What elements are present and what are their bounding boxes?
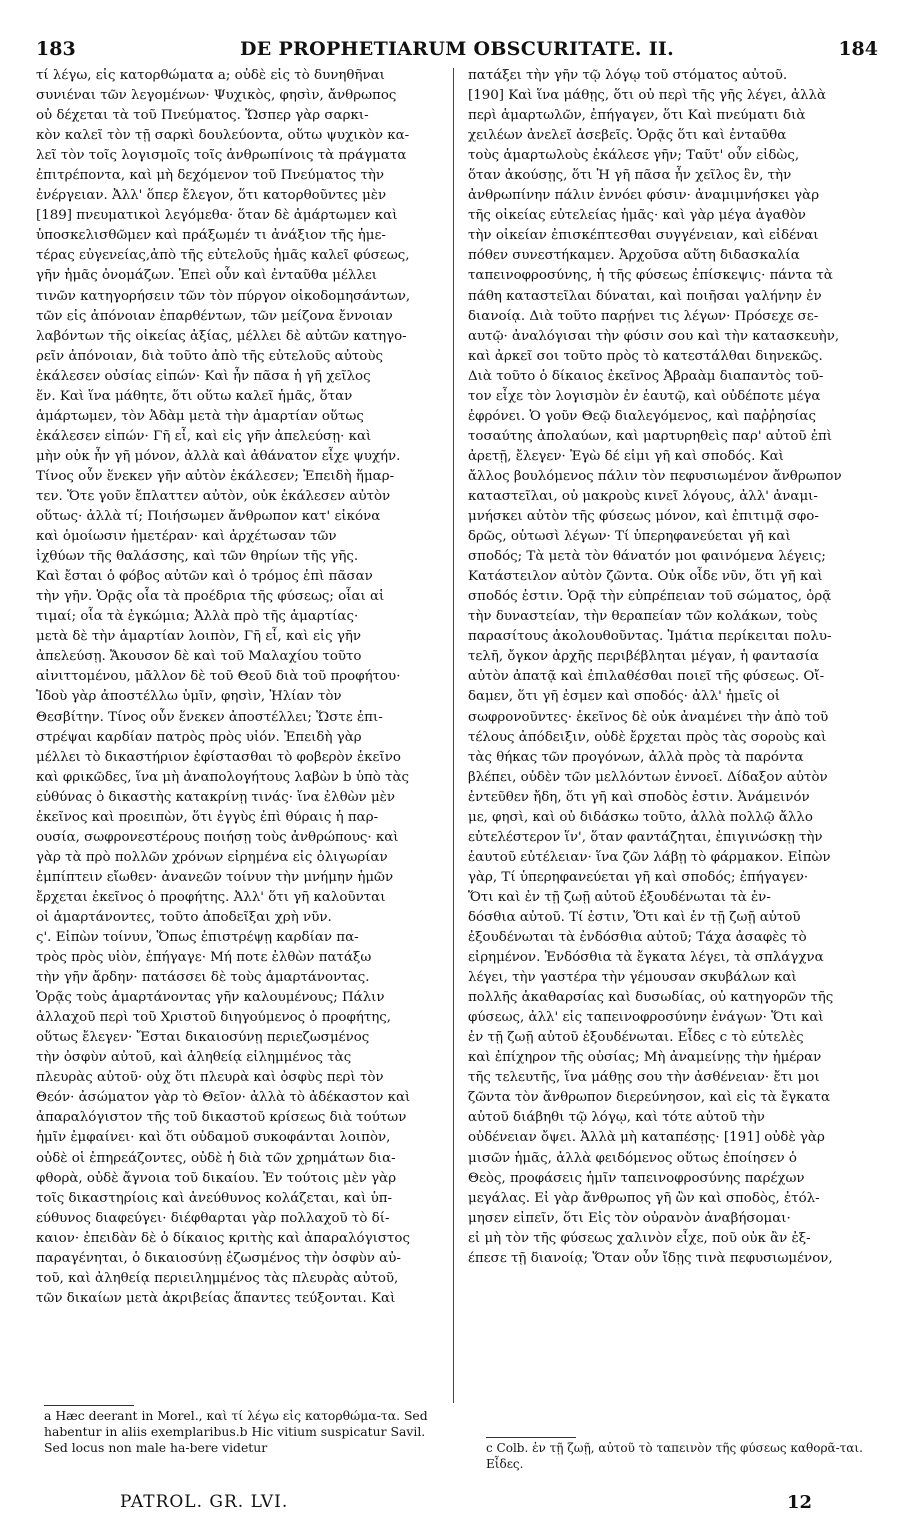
text-line: οὕτως· ἀλλὰ τί; Ποιήσωμεν ἄνθρωπον κατ' εἰκόνα [36, 509, 381, 525]
text-line: τέλους ἀπόδειξιν, οὐδὲ ἔρχεται πρὸς τὰς σοροὺς καὶ [468, 729, 827, 745]
left-column [36, 66, 446, 1309]
text-line: ἐκεῖνος καὶ προειπὼν, ὅτι ἐγγὺς ἐπὶ θύραις ἡ παρ- [36, 809, 379, 825]
footnote-line: b Hic vitium suspicatur Savil. Sed locus non male ha- [44, 1424, 426, 1455]
footnote-rule-left [44, 1405, 134, 1406]
text-line: ὑποσκελισθῶμεν καὶ πράξωμέν τι ἀνάξιον τῆς ἡμε- [36, 228, 386, 244]
text-line: χειλέων ἀνελεῖ ἀσεβεῖς. Ὁρᾷς ὅτι καὶ ἐνταῦθα [468, 128, 787, 144]
text-line: γὰρ, Τί ὑπερηφανεύεται γῆ καὶ σποδός; ἐπήγαγεν· [468, 869, 809, 885]
text-line: τον εἶχε τὸν λογισμὸν ἐν ἑαυτῷ, καὶ οὐδέποτε μέγα [468, 388, 821, 404]
text-line: πλευρὰς αὐτοῦ· οὐχ ὅτι πλευρὰ καὶ ὀσφὺς περὶ τὸν [36, 1070, 384, 1086]
text-line: πόθεν συνεστήκαμεν. Ἀρχοῦσα αὕτη διδασκαλία [468, 248, 800, 264]
text-line: [190] Καὶ ἵνα μάθῃς, ὅτι οὐ περὶ τῆς γῆς λέγει, ἀλλὰ [468, 88, 827, 104]
text-line: καὶ φρικῶδες, ἵνα μὴ ἀναπολογήτους λαβὼν b ὑπὸ τὰς [36, 769, 410, 785]
text-line: μεγάλας. Εἰ γὰρ ἄνθρωπος γῆ ὢν καὶ σποδὸς, ἐτόλ- [468, 1190, 820, 1206]
footnote-rule-right [486, 1437, 576, 1438]
text-line: τῆς τελευτῆς, ἵνα μάθῃς σου τὴν ἀσθένειαν· ἔτι μοι [468, 1070, 820, 1086]
text-line: τέρας εὐγενείας,ἀπὸ τῆς εὐτελοῦς ἡμᾶς καλεῖ φύσεως, [36, 248, 410, 264]
text-line: λεῖ τὸν τοῖς λογισμοῖς τοῖς ἀνθρωπίνοις τὰ πράγματα [36, 148, 407, 164]
text-line: Θεσβίτην. Τίνος οὖν ἕνεκεν ἀποστέλλει; Ὥστε ἐπι- [36, 709, 383, 725]
text-line: τοῖς δικαστηρίοις καὶ ἀνεύθυνος κολάζεται, καὶ ὑπ- [36, 1190, 393, 1206]
text-line: ἐκάλεσεν εἰπών· Γῆ εἶ, καὶ εἰς γῆν ἀπελεύσῃ· καὶ [36, 428, 372, 444]
text-line: ταπεινοφροσύνης, ἡ τῆς φύσεως ἐπίσκεψις· πάντα τὰ [468, 268, 833, 284]
text-line: τὴν γῆν. Ὁρᾷς οἷα τὰ προέδρια τῆς φύσεως; οἷαι αἱ [36, 589, 385, 605]
text-line: δαμεν, ὅτι γῆ ἐσμεν καὶ σποδός· ἀλλ' ἡμεῖς οἱ [468, 689, 781, 705]
text-line: ἀλλαχοῦ περὶ τοῦ Χριστοῦ διηγούμενος ὁ προφήτης, [36, 1010, 392, 1026]
text-line: οἱ ἁμαρτάνοντες, τοῦτο ἀποδεῖξαι χρὴ νῦν. [36, 909, 332, 925]
text-line: βλέπει, οὐδὲν τῶν μελλόντων ἐννοεῖ. Δίδαξον αὐτὸν [468, 769, 828, 785]
text-line: ἐφρόνει. Ὁ γοῦν Θεῷ διαλεγόμενος, καὶ παῤῥησίας [468, 408, 816, 424]
text-line: ἡμῖν ἐμφαίνει· καὶ ὅτι οὐδαμοῦ συκοφάνται λοιπὸν, [36, 1130, 391, 1146]
text-line: ἰχθύων τῆς θαλάσσης, καὶ τῶν θηρίων τῆς γῆς. [36, 549, 359, 565]
text-line: γῆν ἡμᾶς ὀνομάζων. Ἐπεὶ οὖν καὶ ἐνταῦθα μέλλει [36, 268, 378, 284]
text-line: με, φησὶ, καὶ οὐ διδάσκω τοῦτο, ἀλλὰ πολλῷ ἄλλο [468, 809, 813, 825]
text-line: σωφρονοῦντες· ἐκεῖνος δὲ οὐκ ἀναμένει τὴν ἀπὸ τοῦ [468, 709, 829, 725]
text-line: περὶ ἁμαρτωλῶν, ἐπήγαγεν, ὅτι Καὶ πνεύματι διὰ [468, 108, 806, 124]
text-line: τῶν εἰς ἀπόνοιαν ἐπαρθέντων, τῶν μείζονα ἔννοιαν [36, 308, 393, 324]
text-line: δρῶς, οὑτωσὶ λέγων· Τί ὑπερηφανεύεται γῆ καὶ [468, 529, 791, 545]
text-line: οὐδένειαν ὄψει. Ἀλλὰ μὴ καταπέσῃς· [191] οὐδὲ γὰρ [468, 1130, 825, 1146]
text-line: σποδός; Τὰ μετὰ τὸν θάνατόν μοι φαινόμενα λέγεις; [468, 549, 826, 565]
text-line: ἑαυτοῦ εὐτέλειαν· ἵνα ζῶν λάβῃ τὸ φάρμακον. Εἰπὼν [468, 849, 831, 865]
text-line: τὴν ὀσφὺν αὐτοῦ, καὶ ἀληθείᾳ εἱλημμένος τὰς [36, 1050, 352, 1066]
text-line: μησεν εἰπεῖν, ὅτι Εἰς τὸν οὐρανὸν ἀναβήσομαι· [468, 1210, 791, 1226]
text-line: μισῶν ἡμᾶς, ἀλλὰ φειδόμενος οὕτως ἐποίησεν ὁ [468, 1150, 797, 1166]
text-line: ἀρετῇ, ἔλεγεν· Ἐγὼ δέ εἰμι γῆ καὶ σποδός. Καὶ [468, 448, 784, 464]
signature-mark: PATROL. GR. LVI. [120, 1492, 289, 1512]
text-line: Διὰ τοῦτο ὁ δίκαιος ἐκεῖνος Ἀβραὰμ διαπαντὸς τοῦ- [468, 368, 824, 384]
text-line: διανοίᾳ. Διὰ τοῦτο παρῄνει τις λέγων· Πρόσεχε σε- [468, 308, 819, 324]
text-line: αὐτὸν ἀπατᾷ καὶ ἐπιλαθέσθαι ποιεῖ τῆς φύσεως. Οἴ- [468, 669, 825, 685]
text-line: μέλλει τὸ δικαστήριον ἐφίστασθαι τὸ φοβερὸν ἐκεῖνο [36, 749, 401, 765]
text-line: οὐδὲ οἱ ἐπηρεάζοντες, οὐδὲ ἡ διὰ τῶν χρημάτων δια- [36, 1150, 396, 1166]
text-line: Ἰδοὺ γὰρ ἀποστέλλω ὑμῖν, φησὶν, Ἠλίαν τὸν [36, 689, 342, 705]
text-line: τῶν δικαίων μετὰ ἀκριβείας ἅπαντες τεύξονται. Καὶ [36, 1290, 396, 1306]
sheet-number: 12 [787, 1492, 813, 1513]
text-line: καὶ ἐπίχηρον τῆς οὐσίας; Μὴ ἀναμείνῃς τὴν ἡμέραν [468, 1050, 822, 1066]
text-line: [189] πνευματικοὶ λεγόμεθα· ὅταν δὲ ἁμάρτωμεν καὶ [36, 208, 398, 224]
text-line: ὅταν ἀκούσῃς, ὅτι Ἡ γῆ πᾶσα ἦν χεῖλος ἓν, τὴν [468, 168, 792, 184]
text-line: εἰ μὴ τὸν τῆς φύσεως χαλινὸν εἶχε, ποῦ οὐκ ἂν ἐξ- [468, 1230, 811, 1246]
text-line: Ὅτι καὶ ἐν τῇ ζωῇ αὐτοῦ ἐξουδένωται τὰ ἐν- [468, 889, 771, 905]
text-line: τινῶν κατηγορήσειν τῶν τὸν πύργον οἰκοδομησάντων, [36, 288, 411, 304]
text-line: τὴν δυναστείαν, τὴν θεραπείαν τῶν κολάκων, τοὺς [468, 609, 818, 625]
text-line: ἐκάλεσεν οὐσίας εἰπών· Καὶ ἦν πᾶσα ἡ γῆ χεῖλος [36, 368, 371, 384]
text-line: ἐν τῇ ζωῇ αὐτοῦ ἐξουδένωται. Εἶδες c τὸ εὐτελὲς [468, 1030, 804, 1046]
text-line: σποδός ἐστιν. Ὁρᾷ τὴν εὐπρέπειαν τοῦ σώματος, ὁρᾷ [468, 589, 832, 605]
page-number-right: 184 [838, 38, 878, 60]
text-line: αἰνιττομένου, μᾶλλον δὲ τοῦ Θεοῦ διὰ τοῦ προφήτου· [36, 669, 401, 685]
text-line: τρὸς πρὸς υἱὸν, ἐπήγαγε· Μή ποτε ἐλθὼν πατάξω [36, 950, 372, 966]
text-line: λέγει, τὴν γαστέρα τὴν γέμουσαν σκυβάλων καὶ [468, 970, 797, 986]
text-line: οὕτως ἔλεγεν· Ἔσται δικαιοσύνῃ περιεζωσμένος [36, 1030, 370, 1046]
text-line: φθορὰ, οὐδὲ ἄγνοια τοῦ δικαίου. Ἐν τούτοις μὲν γὰρ [36, 1170, 397, 1186]
footnote-line: c Colb. ἐν τῇ ζωῇ, αὐτοῦ τὸ ταπεινὸν τῆς φύσεως καθορᾶ- [486, 1441, 840, 1455]
text-line: φύσεως, ἀλλ' εἰς ταπεινοφροσύνην ἐνάγων· Ὅτι καὶ [468, 1010, 824, 1026]
page-header [36, 38, 878, 62]
text-line: ἐμπίπτειν εἴωθεν· ἀνανεῶν τοίνυν τὴν μνήμην ἡμῶν [36, 869, 394, 885]
text-line: παραγένηται, ὁ δικαιοσύνῃ ἐζωσμένος τὴν ὀσφὺν αὐ- [36, 1250, 401, 1266]
text-line: λαβόντων τῆς οἰκείας ἀξίας, μέλλει δὲ αὐτῶν κατηγο- [36, 328, 407, 344]
text-line: ἐξουδένωται τὰ ἐνδόσθια αὐτοῦ; Τάχα ἀσαφὲς τὸ [468, 930, 807, 946]
text-line: ἀπαραλόγιστον τῆς τοῦ δικαστοῦ κρίσεως διὰ τούτων [36, 1110, 407, 1126]
text-line: ς'. Εἰπὼν τοίνυν, Ὅπως ἐπιστρέψῃ καρδίαν πα- [36, 930, 359, 946]
text-line: ἕν. Καὶ ἵνα μάθητε, ὅτι οὕτω καλεῖ ἡμᾶς, ὅταν [36, 388, 353, 404]
text-line: γὰρ τὰ πρὸ πολλῶν χρόνων εἰρημένα εἰς ὀλιγωρίαν [36, 849, 388, 865]
footnotes-right [486, 1440, 876, 1472]
text-line: τοσαύτης ἀπολαύων, καὶ μαρτυρηθεὶς παρ' αὐτοῦ ἐπὶ [468, 428, 833, 444]
text-line: Τίνος οὖν ἕνεκεν γῆν αὐτὸν ἐκάλεσεν; Ἐπειδὴ ἥμαρ- [36, 468, 395, 484]
running-title: DE PROPHETIARUM OBSCURITATE. II. [239, 38, 675, 60]
footnote-line: bere videtur [189, 1440, 268, 1455]
text-line: εύθυνος διαφεύγει· διέφθαρται γὰρ πολλαχοῦ τὸ δί- [36, 1210, 390, 1226]
text-line: τεν. Ὅτε γοῦν ἔπλαττεν αὐτὸν, οὐκ ἐκάλεσεν αὐτὸν [36, 488, 391, 504]
text-line: καταστεῖλαι, οὐ μακροὺς κινεῖ λόγους, ἀλλ' ἀναμι- [468, 488, 818, 504]
text-line: εὐτελέστερον ἵν', ὅταν φαντάζηται, ἐπιγινώσκῃ τὴν [468, 829, 823, 845]
text-line: καὶ ὁμοίωσιν ἡμετέραν· καὶ ἀρχέτωσαν τῶν [36, 529, 337, 545]
footnote-line: ται. Εἶδες. [486, 1441, 863, 1471]
text-line: μὴν οὐκ ἦν γῆ μόνον, ἀλλὰ καὶ ἀθάνατον εἶχε ψυχήν. [36, 448, 401, 464]
text-line: Καὶ ἔσται ὁ φόβος αὐτῶν καὶ ὁ τρόμος ἐπὶ πᾶσαν [36, 569, 373, 585]
text-line: μνήσκει αὐτὸν τῆς φύσεως μόνον, καὶ ἐπιτιμᾷ σφο- [468, 509, 819, 525]
text-line: τί λέγω, εἰς κατορθώματα a; οὐδὲ εἰς τὸ δυνηθῆναι [36, 68, 385, 83]
text-line: εἰρημένον. Ἐνδόσθια τὰ ἔγκατα λέγει, τὰ σπλάγχνα [468, 950, 824, 966]
text-line: τὰς θήκας τῶν προγόνων, ἀλλὰ πρὸς τὰ παρόντα [468, 749, 804, 765]
text-line: ἀνθρωπίνην πάλιν ἐννόει φύσιν· ἀναμιμνήσκει γὰρ [468, 188, 820, 204]
right-column [468, 66, 878, 1269]
text-line: αὐτοῦ διάβηθι τῷ λόγῳ, καὶ τότε αὐτοῦ τὴν [468, 1110, 765, 1126]
text-line: τῆς οἰκείας εὐτελείας ἡμᾶς· καὶ γὰρ μέγα ἀγαθὸν [468, 208, 806, 224]
text-line: τελῆ, ὄγκον ἀρχῆς περιβέβληται μέγαν, ἡ φαντασία [468, 649, 819, 665]
footnote-line: τα. Sed habentur in aliis exemplaribus. [44, 1408, 428, 1439]
text-line: τὴν οἰκείαν ἐπισκέπτεσθαι συγγένειαν, καὶ εἰδέναι [468, 228, 819, 244]
text-line: ἔρχεται ἐκεῖνος ὁ προφήτης. Ἀλλ' ὅτι γῆ καλοῦνται [36, 889, 386, 905]
text-line: ρεῖν ἀπόνοιαν, διὰ τοῦτο ἀπὸ τῆς εὐτελοῦς αὐτοὺς [36, 348, 383, 364]
text-line: εὐθύνας ὁ δικαστὴς κατακρίνῃ τινάς· ἵνα ἐλθὼν μὲν [36, 789, 395, 805]
footnote-line: a Hæc deerant in Morel., καὶ τί λέγω εἰς κατορθώμα- [44, 1408, 381, 1423]
text-line: αυτῷ· ἀναλόγισαι τὴν φύσιν σου καὶ τὴν κατασκευὴν, [468, 328, 840, 344]
text-line: ἐπιτρέποντα, καὶ μὴ δεχόμενον τοῦ Πνεύματος τὴν [36, 168, 385, 184]
column-divider [453, 68, 454, 1403]
text-line: δόσθια αὐτοῦ. Τί ἐστιν, Ὅτι καὶ ἐν τῇ ζωῇ αὐτοῦ [468, 909, 801, 925]
text-line: τὴν γῆν ἄρδην· πατάσσει δὲ τοὺς ἁμαρτάνοντας. [36, 970, 370, 986]
text-line: ουσία, σωφρονεστέρους ποιήσῃ τοὺς ἀνθρώπους· καὶ [36, 829, 399, 845]
page-number-left: 183 [36, 38, 76, 60]
text-line: ἄλλος βουλόμενος πάλιν τὸν πεφυσιωμένον ἄνθρωπον [468, 468, 842, 484]
text-line: ἐνέργειαν. Ἀλλ' ὅπερ ἔλεγον, ὅτι κατορθοῦντες μὲν [36, 188, 387, 204]
text-line: πάθη καταστεῖλαι δύναται, καὶ ποιῆσαι γαλήνην ἐν [468, 288, 822, 304]
text-line: παρασίτους ἀκολουθοῦντας. Ἱμάτια περίκειται πολυ- [468, 629, 832, 645]
text-line: συνιέναι τῶν λεγομένων· Ψυχικὸς, φησὶν, ἄνθρωπος [36, 88, 397, 104]
text-line: κὸν καλεῖ τὸν τῇ σαρκὶ δουλεύοντα, οὕτω ψυχικὸν κα- [36, 128, 410, 144]
text-line: τοῦ, καὶ ἀληθείᾳ περιειλημμένος τὰς πλευρὰς αὐτοῦ, [36, 1270, 399, 1286]
text-line: τοὺς ἁμαρτωλοὺς ἐκάλεσε γῆν; Ταῦτ' οὖν εἰδὼς, [468, 148, 800, 164]
text-line: τιμαί; οἷα τὰ ἐγκώμια; Ἀλλὰ πρὸ τῆς ἁμαρτίας· [36, 609, 359, 625]
text-line: πατάξει τὴν γῆν τῷ λόγῳ τοῦ στόματος αὐτοῦ. [468, 68, 788, 83]
text-line: Ὁρᾷς τοὺς ἁμαρτάνοντας γῆν καλουμένους; Πάλιν [36, 990, 385, 1006]
text-line: μετὰ δὲ τὴν ἁμαρτίαν λοιπὸν, Γῆ εἶ, καὶ εἰς γῆν [36, 629, 362, 645]
text-line: Κατάστειλον αὐτὸν ζῶντα. Οὐκ οἶδε νῦν, ὅτι γῆ καὶ [468, 569, 823, 585]
text-line: ἁμάρτωμεν, τὸν Ἀδὰμ μετὰ τὴν ἁμαρτίαν οὕτως [36, 408, 364, 424]
text-line: έπεσε τῇ διανοίᾳ; Ὅταν οὖν ἴδῃς τινὰ πεφυσιωμένον, [468, 1250, 833, 1266]
text-line: οὐ δέχεται τὰ τοῦ Πνεύματος. Ὥσπερ γὰρ σαρκι- [36, 108, 369, 124]
text-line: πολλῆς ἀκαθαρσίας καὶ δυσωδίας, οὐ κατηγορῶν τῆς [468, 990, 834, 1006]
text-line: ἀπελεύσῃ. Ἄκουσον δὲ καὶ τοῦ Μαλαχίου τοῦτο [36, 649, 362, 665]
text-line: ἐντεῦθεν ἤδη, ὅτι γῆ καὶ σποδὸς ἐστιν. Ἀνάμεινόν [468, 789, 810, 805]
text-line: στρέψαι καρδίαν πατρὸς πρὸς υἱόν. Ἐπειδὴ γὰρ [36, 729, 362, 745]
footnotes-left [44, 1408, 444, 1456]
text-line: Θεὸς, προφάσεις ἡμῖν ταπεινοφροσύνης παρέχων [468, 1170, 805, 1186]
text-line: καὶ ἀρκεῖ σοι τοῦτο πρὸς τὸ κατεστάλθαι διηνεκῶς. [468, 348, 823, 364]
text-line: καιον· ἐπειδὰν δὲ ὁ δίκαιος κριτὴς καὶ ἀπαραλόγιστος [36, 1230, 410, 1246]
text-line: Θεόν· ἀσώματον γὰρ τὸ Θεῖον· ἀλλὰ τὸ ἀδέκαστον καὶ [36, 1090, 411, 1106]
text-line: ζῶντα τὸν ἄνθρωπον διερεύνησον, καὶ εἰς τὰ ἔγκατα [468, 1090, 831, 1106]
